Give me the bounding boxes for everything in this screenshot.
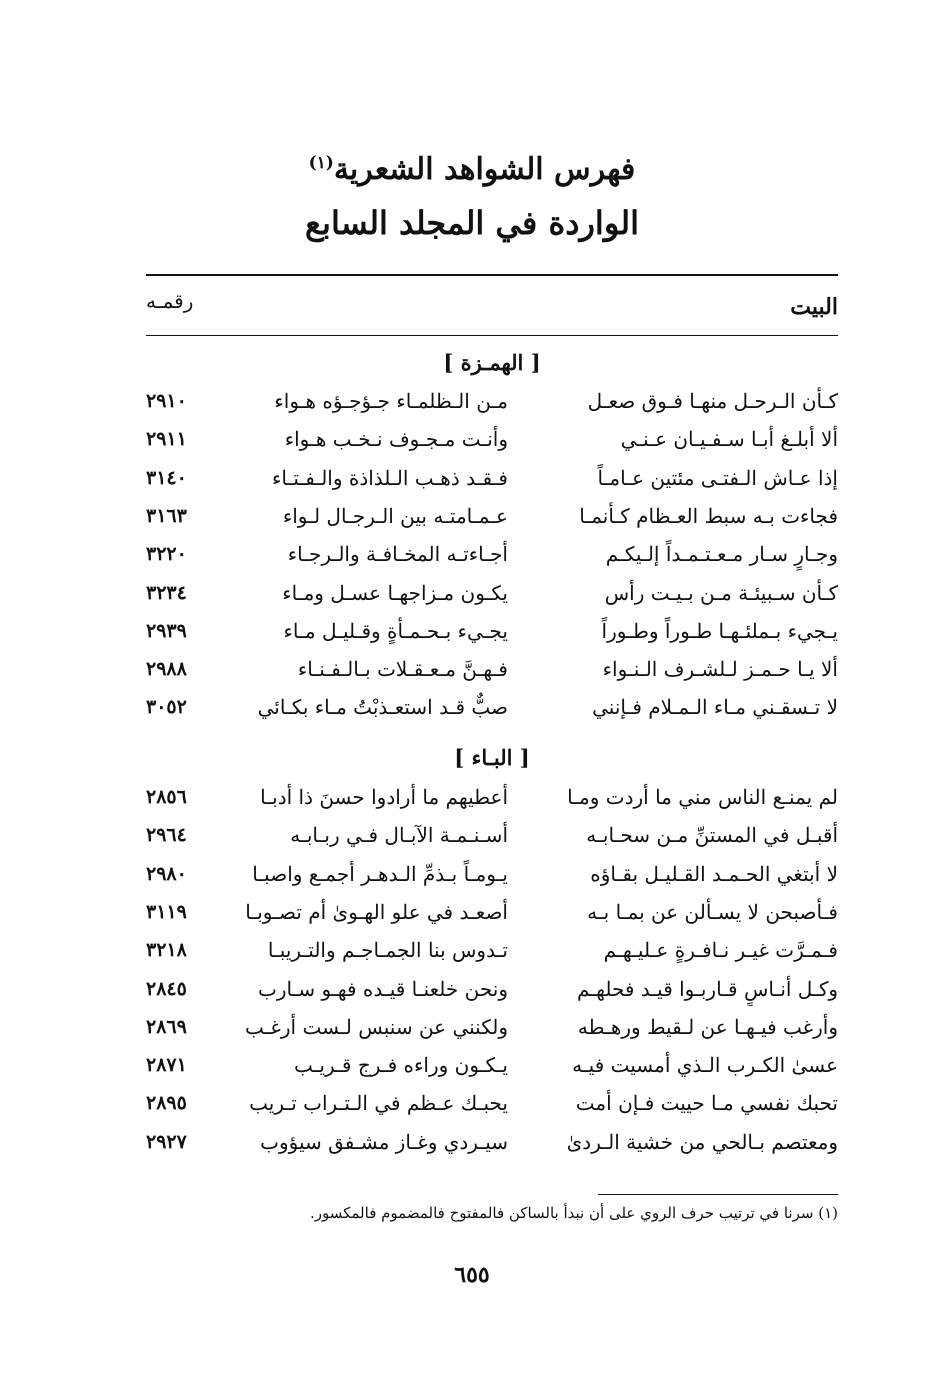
page-title [0, 152, 944, 187]
verse-first-hemistich: أقبـل في المستنِّ مـن سحـابـه [586, 823, 838, 847]
verse-number: ٢٩١٠ [146, 390, 187, 412]
verse-first-hemistich: يـجيء بـملئـهـا طـوراً وطـوراً [601, 619, 838, 643]
verse-row [146, 972, 838, 1010]
verse-first-hemistich: عسىٰ الكـرب الـذي أمسيت فيـه [572, 1053, 838, 1077]
verse-row [146, 895, 838, 933]
verse-row [146, 422, 838, 460]
verse-number: ٢٩٨٠ [146, 863, 187, 885]
verse-row [146, 857, 838, 895]
verse-second-hemistich: يـومـاً بـذمِّ الـدهـر أجمـع واصبـا [252, 862, 508, 886]
section-heading: [ الهمـزة ] [443, 350, 541, 375]
verse-first-hemistich: ألا يـا حـمـز لـلشـرف الـنـواء [602, 657, 838, 681]
verse-second-hemistich: فـهـنَّ مـعـقـلات بـالـفـنـاء [297, 657, 508, 681]
header-rule [146, 335, 838, 336]
verse-second-hemistich: ولكنني عن سنبس لـست أرغـب [244, 1015, 508, 1039]
verse-first-hemistich: وكـل أنـاسٍ قـاربـوا قيـد فحلهـم [576, 977, 838, 1001]
verse-row [146, 1010, 838, 1048]
verse-number: ٣١١٩ [146, 901, 187, 923]
verse-number: ٣٠٥٢ [146, 696, 187, 718]
verse-first-hemistich: تحبك نفسي مـا حييت فـإن أمت [575, 1091, 838, 1115]
verse-row [146, 652, 838, 690]
section-heading: [ البـاء ] [454, 745, 530, 770]
verse-row [146, 933, 838, 971]
verse-first-hemistich: وأرغب فيـهـا عن لـقيط ورهـطه [577, 1015, 838, 1039]
verse-number: ٣١٤٠ [146, 467, 187, 489]
verse-row [146, 537, 838, 575]
verse-second-hemistich: يـكـون وراءه فـرج قـريـب [293, 1053, 508, 1077]
footnote-marker: (١) [308, 153, 334, 173]
verse-row [146, 1086, 838, 1124]
verse-second-hemistich: عـمـامتـه بين الـرجـال لـواء [282, 504, 508, 528]
verse-second-hemistich: فـقـد ذهـب الـلذاذة والـفـتـاء [271, 466, 508, 490]
verse-row [146, 1048, 838, 1086]
verse-number: ٢٨٤٥ [146, 978, 187, 1000]
verse-number: ٢٨٩٥ [146, 1092, 187, 1114]
verse-first-hemistich: ألا أبلـغ أبـا سـفـيـان عـنـي [620, 427, 838, 451]
verse-first-hemistich: فـمـرَّت غيـر نـافـرةٍ عـليـهـم [603, 938, 838, 962]
column-header-number: رقمـه [146, 289, 194, 313]
verse-second-hemistich: أجـاءتـه المخـافـة والـرجـاء [287, 542, 508, 566]
verse-row [146, 499, 838, 537]
verse-number: ٢٩١١ [146, 428, 187, 450]
verse-number: ٣١٦٣ [146, 505, 187, 527]
verse-number: ٢٩٨٨ [146, 658, 187, 680]
verse-number: ٢٩٣٩ [146, 620, 187, 642]
verse-row [146, 690, 838, 728]
verse-first-hemistich: لا تـسقـني مـاء الـمـلام فـإنني [592, 695, 838, 719]
verse-row [146, 384, 838, 422]
verse-row [146, 1125, 838, 1163]
verse-first-hemistich: فـأصبحن لا يسـألن عن بمـا بـه [587, 900, 838, 924]
verse-second-hemistich: يحبـك عـظم في الـتـراب تـريب [249, 1091, 508, 1115]
verse-row [146, 818, 838, 856]
verse-first-hemistich: لا أبتغي الحـمـد القـليـل بقـاؤه [590, 862, 838, 886]
verse-second-hemistich: تـدوس بنا الجمـاجـم والتـريبـا [267, 938, 508, 962]
verse-second-hemistich: أصعـد في علو الهـوىٰ أم تصـوبـا [245, 900, 508, 924]
verse-number: ٢٩٦٤ [146, 824, 187, 846]
page-number: ٦٥٥ [454, 1262, 490, 1288]
verse-first-hemistich: كـأن سـبيئـة مـن بـيـت رأس [604, 581, 838, 605]
verse-number: ٢٨٦٩ [146, 1016, 187, 1038]
footnote-rule [598, 1194, 838, 1195]
verse-second-hemistich: أعطيهم ما أرادوا حسنَ ذا أدبـا [260, 785, 508, 809]
verse-second-hemistich: أسـنـمـة الآبـال فـي ربـابـه [290, 823, 508, 847]
verse-first-hemistich: إذا عـاش الـفتـى مئتين عـامـاً [597, 466, 838, 490]
verse-number: ٣٢٣٤ [146, 582, 187, 604]
verse-number: ٢٨٥٦ [146, 786, 187, 808]
verse-first-hemistich: ومعتصم بـالحي من خشية الـردىٰ [566, 1130, 838, 1154]
top-rule [146, 274, 838, 276]
verse-number: ٢٨٧١ [146, 1054, 187, 1076]
title-line1: فهرس الشواهد الشعرية [333, 152, 636, 187]
verse-number: ٣٢١٨ [146, 939, 187, 961]
verse-first-hemistich: كـأن الـرحـل منهـا فـوق صعـل [587, 389, 838, 413]
verse-row [146, 461, 838, 499]
verse-row [146, 614, 838, 652]
verse-second-hemistich: يكـون مـزاجهـا عسـل ومـاء [282, 581, 508, 605]
verse-number: ٢٩٢٧ [146, 1131, 187, 1153]
column-header-verse: البيت [790, 294, 838, 320]
verse-row [146, 576, 838, 614]
verse-row [146, 780, 838, 818]
verse-first-hemistich: فجاءت بـه سبط العـظام كـأنمـا [579, 504, 838, 528]
verse-second-hemistich: سيـردي وغـاز مشـفق سيؤوب [260, 1130, 508, 1154]
verse-first-hemistich: وجـارٍ سـار مـعـتـمـداً إلـيكـم [605, 542, 838, 566]
verse-second-hemistich: ونحن خلعنـا قيـده فهـو سـارب [257, 977, 508, 1001]
verse-first-hemistich: لم يمنـع الناس مني ما أردت ومـا [567, 785, 838, 809]
verse-second-hemistich: وأنـت مـجـوف نـخـب هـواء [284, 427, 508, 451]
verse-second-hemistich: يجـيء بـحـمـأةٍ وقـليـل مـاء [283, 619, 508, 643]
footnote: (١) سرنا في ترتيب حرف الروي على أن نبدأ بالساكن فالمفتوح فالمضموم فالمكسور. [309, 1204, 838, 1222]
verse-second-hemistich: مـن الـظلمـاء جـؤجـؤه هـواء [274, 389, 508, 413]
verse-second-hemistich: صبٌّ قـد استعـذبْتُ مـاء بكـائي [257, 695, 508, 719]
page-subtitle: الواردة في المجلد السابع [305, 204, 639, 242]
verse-number: ٣٢٢٠ [146, 543, 187, 565]
